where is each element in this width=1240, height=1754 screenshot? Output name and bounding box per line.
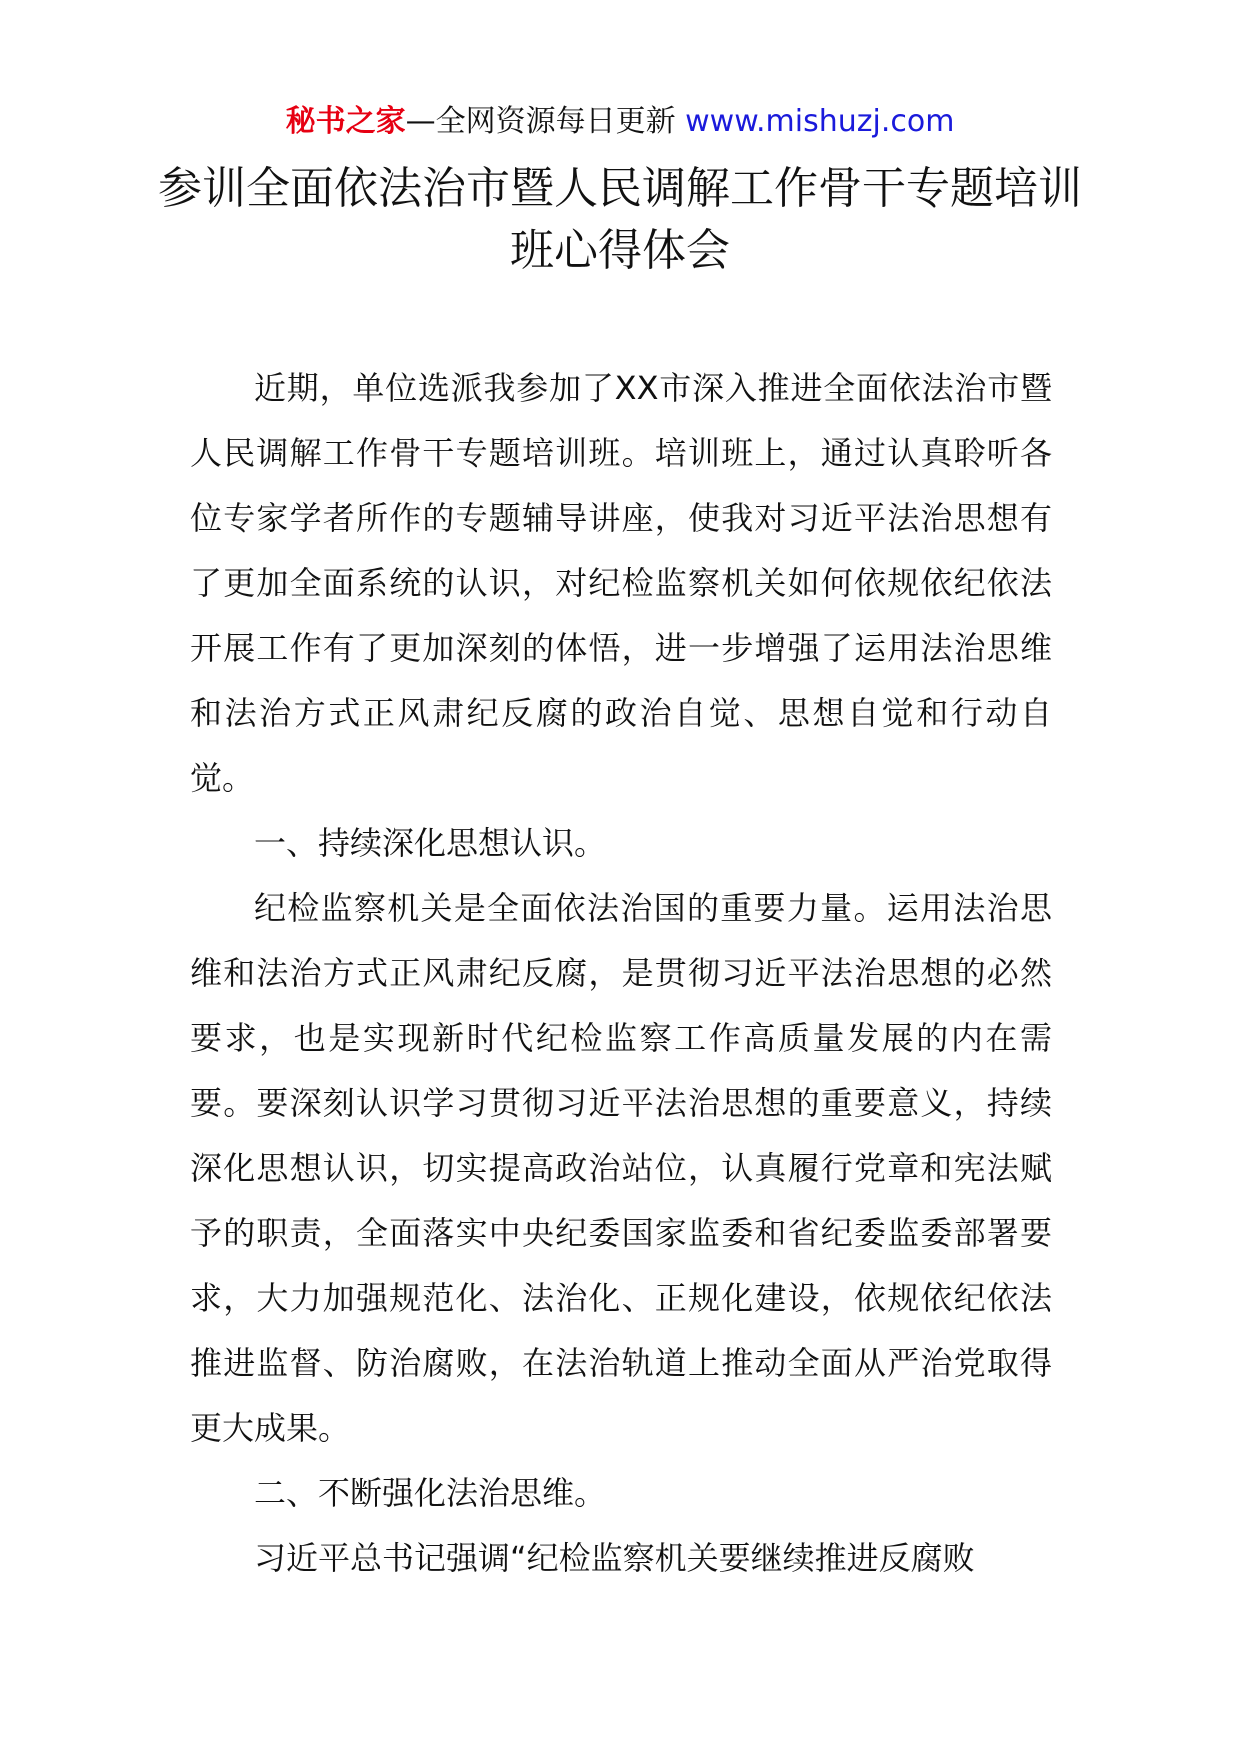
section-heading-2: 二、不断强化法治思维。 <box>254 1474 607 1512</box>
document-body <box>190 356 1052 1591</box>
document-title: 参训全面依法治市暨人民调解工作骨干专题培训班心得体会 <box>158 163 1082 276</box>
paragraph-section-2: 习近平总书记强调“纪检监察机关要继续推进反腐败 <box>254 1539 975 1577</box>
paragraph-intro: 近期，单位选派我参加了XX市深入推进全面依法治市暨人民调解工作骨干专题培训班。培训班上，通过认真聆听各位专家学者所作的专题辅导讲座，使我对习近平法治思想有了更加全面系统的认识，对纪检监察机关如何依规依纪依法开展工作有了更加深刻的体悟，进一步增强了运用法治思维和法治方式正风肃纪反腐的政治自觉、思想自觉和行动自觉。 <box>190 369 1052 797</box>
header-banner <box>0 100 1240 144</box>
website-link[interactable]: www.mishuzj.com <box>685 104 955 139</box>
brand-name: 秘书之家 <box>285 104 406 139</box>
section-heading-1: 一、持续深化思想认识。 <box>254 824 607 862</box>
paragraph-section-1: 纪检监察机关是全面依法治国的重要力量。运用法治思维和法治方式正风肃纪反腐，是贯彻习近平法治思想的必然要求，也是实现新时代纪检监察工作高质量发展的内在需要。要深刻认识学习贯彻习近平法治思想的重要意义，持续深化思想认识，切实提高政治站位，认真履行党章和宪法赋予的职责，全面落实中央纪委国家监委和省纪委监委部署要求，大力加强规范化、法治化、正规化建设，依规依纪依法推进监督、防治腐败，在法治轨道上推动全面从严治党取得更大成果。 <box>190 889 1052 1447</box>
banner-slogan: —全网资源每日更新 <box>405 104 686 139</box>
